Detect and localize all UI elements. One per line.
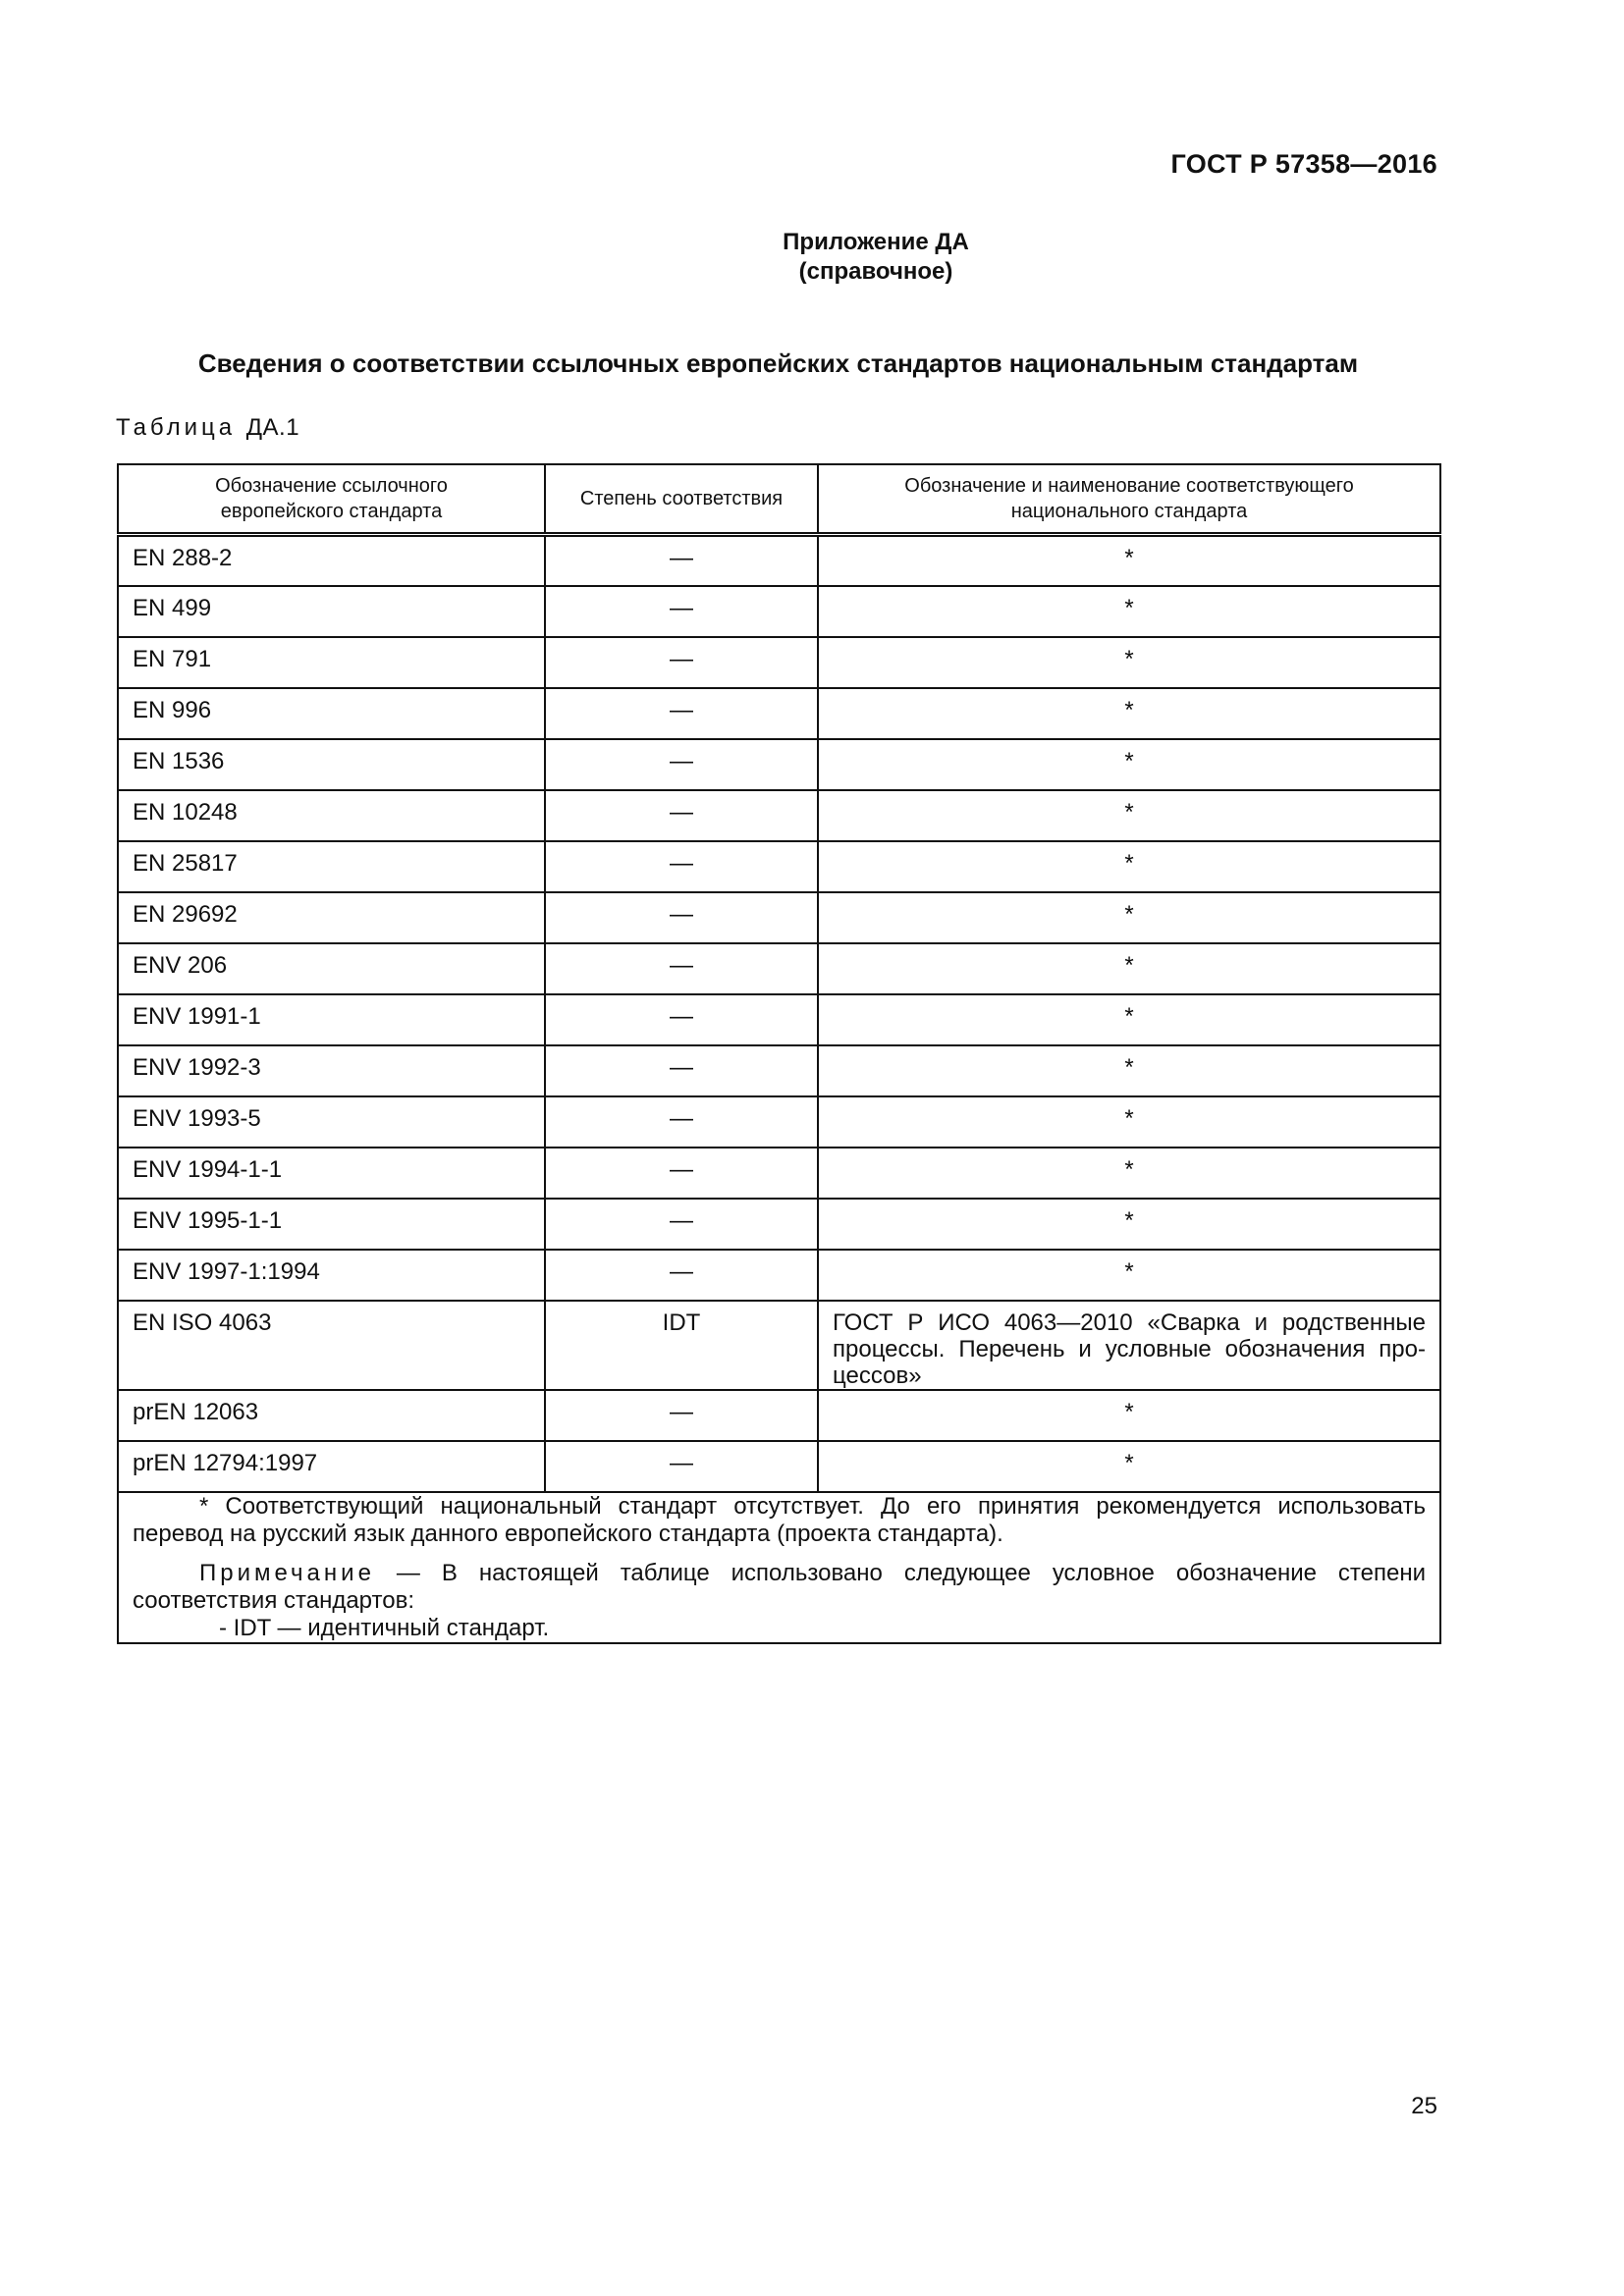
national-standard-cell: * <box>818 1148 1440 1199</box>
degree-cell: IDT <box>545 1301 818 1390</box>
table-row <box>118 1045 1440 1096</box>
column-header-ref: Обозначение ссылочного европейского стандарта <box>118 464 545 535</box>
note <box>133 1560 1426 1615</box>
national-standard-cell: * <box>818 790 1440 841</box>
table-footer-row <box>118 1492 1440 1643</box>
degree-cell: — <box>545 1441 818 1492</box>
degree-cell: — <box>545 1045 818 1096</box>
degree-cell: — <box>545 1096 818 1148</box>
national-standard-cell: * <box>818 586 1440 637</box>
national-standard-cell: * <box>818 688 1440 739</box>
ref-cell: prEN 12063 <box>118 1390 545 1441</box>
note-text: — В настоящей таблице использовано следующее условное обозначение степени соответствия стандартов: <box>133 1559 1426 1614</box>
table-row <box>118 943 1440 994</box>
ref-cell: ENV 206 <box>118 943 545 994</box>
table-header-row <box>118 464 1440 535</box>
ref-cell: EN 29692 <box>118 892 545 943</box>
table-caption-number: ДА.1 <box>245 414 300 441</box>
column-header-degree: Степень соответствия <box>545 464 818 535</box>
degree-cell: — <box>545 892 818 943</box>
table-row <box>118 994 1440 1045</box>
ref-cell: EN 25817 <box>118 841 545 892</box>
page-number: 25 <box>1411 2093 1437 2119</box>
ref-cell: prEN 12794:1997 <box>118 1441 545 1492</box>
national-standard-cell: * <box>818 892 1440 943</box>
ref-cell: ENV 1994-1-1 <box>118 1148 545 1199</box>
table-caption <box>116 414 299 442</box>
national-standard-cell: * <box>818 1441 1440 1492</box>
table-row <box>118 841 1440 892</box>
national-standard-cell: * <box>818 1045 1440 1096</box>
annex-heading <box>0 228 1624 287</box>
section-title: Сведения о соответствии ссылочных европейских стандартов национальным стандартам <box>197 348 1359 378</box>
table-row <box>118 688 1440 739</box>
ref-cell: ENV 1997-1:1994 <box>118 1250 545 1301</box>
document-code: ГОСТ Р 57358—2016 <box>1170 149 1437 179</box>
ref-cell: ENV 1993-5 <box>118 1096 545 1148</box>
degree-cell: — <box>545 535 818 586</box>
annex-subtitle: (справочное) <box>798 258 953 285</box>
table-footer <box>118 1492 1440 1643</box>
annex-title: Приложение ДА <box>783 229 969 255</box>
ref-cell: EN 499 <box>118 586 545 637</box>
ref-cell: EN 288-2 <box>118 535 545 586</box>
degree-cell: — <box>545 943 818 994</box>
table-row <box>118 1199 1440 1250</box>
degree-cell: — <box>545 586 818 637</box>
degree-cell: — <box>545 1390 818 1441</box>
ref-cell: ENV 1995-1-1 <box>118 1199 545 1250</box>
national-standard-cell: * <box>818 1390 1440 1441</box>
column-header-national: Обозначение и наименование соответствующего национального стандарта <box>818 464 1440 535</box>
table-row <box>118 1250 1440 1301</box>
table-row <box>118 1148 1440 1199</box>
table-row <box>118 790 1440 841</box>
table-row <box>118 1441 1440 1492</box>
ref-cell: EN 996 <box>118 688 545 739</box>
degree-cell: — <box>545 994 818 1045</box>
correspondence-table <box>117 463 1441 1644</box>
table-row <box>118 535 1440 586</box>
ref-cell: EN 10248 <box>118 790 545 841</box>
ref-cell: EN 791 <box>118 637 545 688</box>
national-standard-cell: * <box>818 637 1440 688</box>
degree-cell: — <box>545 1250 818 1301</box>
note-item: - IDT — идентичный стандарт. <box>219 1614 550 1641</box>
table-row <box>118 1301 1440 1390</box>
ref-cell: ENV 1992-3 <box>118 1045 545 1096</box>
degree-cell: — <box>545 841 818 892</box>
ref-cell: EN 1536 <box>118 739 545 790</box>
table-row <box>118 586 1440 637</box>
national-standard-cell: * <box>818 1199 1440 1250</box>
degree-cell: — <box>545 790 818 841</box>
table-row <box>118 637 1440 688</box>
table-row <box>118 1390 1440 1441</box>
national-standard-cell: ГОСТ Р ИСО 4063—2010 «Сварка и родственные процессы. Перечень и условные обозначения про-цессов» <box>818 1301 1440 1390</box>
table-row <box>118 892 1440 943</box>
national-standard-cell: * <box>818 994 1440 1045</box>
national-standard-cell: * <box>818 943 1440 994</box>
national-standard-cell: * <box>818 1250 1440 1301</box>
table-row <box>118 1096 1440 1148</box>
degree-cell: — <box>545 637 818 688</box>
national-standard-cell: * <box>818 535 1440 586</box>
national-standard-cell: * <box>818 841 1440 892</box>
note-label: Примечание <box>199 1559 375 1586</box>
degree-cell: — <box>545 688 818 739</box>
ref-cell: ENV 1991-1 <box>118 994 545 1045</box>
footnote: * Соответствующий национальный стандарт отсутствует. До его принятия рекомендуется использовать перевод на русский язык данного европейского стандарта (проекта стандарта). <box>133 1492 1426 1547</box>
table-caption-word: Таблица <box>116 414 237 441</box>
degree-cell: — <box>545 739 818 790</box>
degree-cell: — <box>545 1148 818 1199</box>
ref-cell: EN ISO 4063 <box>118 1301 545 1390</box>
table-body <box>118 535 1440 1492</box>
table-row <box>118 739 1440 790</box>
national-standard-cell: * <box>818 1096 1440 1148</box>
national-standard-cell: * <box>818 739 1440 790</box>
degree-cell: — <box>545 1199 818 1250</box>
